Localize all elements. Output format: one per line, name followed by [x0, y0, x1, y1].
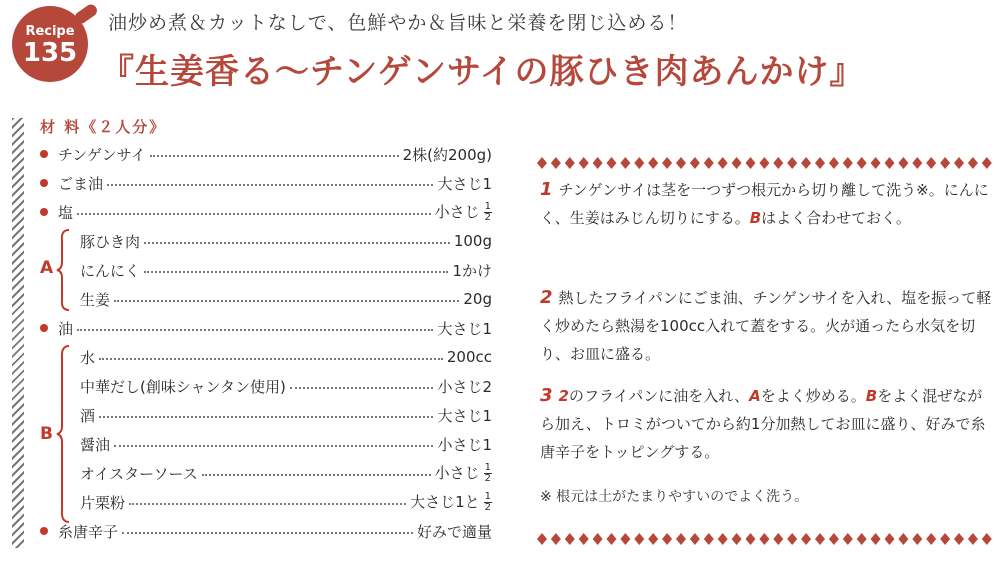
ingredient-amount — [417, 521, 492, 542]
diamond-mark — [732, 157, 742, 169]
diamond-mark — [662, 533, 672, 545]
step-text: 熱したフライパンにごま油、チンゲンサイを入れ、塩を振って軽く炒めたら熱湯を100cc入れて蓋をする。火が通ったら水気を切り、お皿に盛る。 — [540, 289, 992, 363]
step-text: チンゲンサイは茎を一つずつ根元から切り離して洗う※。にんにく、生姜はみじん切りにする。 — [540, 181, 989, 227]
leader-dots — [290, 387, 434, 389]
amount-text: 大さじ1 — [437, 174, 492, 193]
diamond-mark — [746, 157, 756, 169]
amount-text: 小さじ — [434, 464, 480, 482]
diamond-mark — [676, 533, 686, 545]
amount-text: 大さじ1と — [410, 493, 480, 511]
diamond-mark — [634, 533, 644, 545]
diamond-mark — [648, 533, 658, 545]
recipe-badge — [12, 6, 94, 88]
fraction — [484, 492, 492, 513]
diamond-mark — [759, 157, 769, 169]
ingredient-amount — [410, 491, 492, 513]
diamond-mark — [982, 157, 992, 169]
diamond-mark — [926, 157, 936, 169]
amount-text: 100g — [453, 232, 492, 250]
diamond-mark — [871, 533, 881, 545]
bullet-dot — [40, 179, 48, 187]
ingredient-row — [40, 171, 492, 195]
diamond-mark — [912, 533, 922, 545]
diamond-mark — [732, 533, 742, 545]
diamond-mark — [801, 533, 811, 545]
amount-text: 好みで適量 — [416, 522, 492, 541]
ingredient-name: 糸唐辛子 — [58, 522, 119, 541]
leader-dots — [202, 474, 431, 476]
diamond-mark — [662, 157, 672, 169]
ingredient-row — [40, 229, 492, 253]
step-3 — [540, 382, 992, 466]
leader-dots — [99, 358, 443, 360]
ingredient-name: 生姜 — [80, 290, 111, 309]
leader-dots — [150, 155, 399, 157]
diamond-mark — [759, 533, 769, 545]
ingredient-name: 塩 — [58, 203, 74, 222]
diamond-mark — [885, 533, 895, 545]
diamond-mark — [773, 533, 783, 545]
ingredient-amount — [437, 405, 492, 426]
ingredient-amount — [435, 201, 492, 223]
leader-dots — [77, 329, 433, 331]
bullet-dot — [40, 324, 48, 332]
diamond-mark — [551, 533, 561, 545]
ingredient-row — [40, 345, 492, 369]
subtitle: 油炒め煮＆カットなしで、色鮮やか＆旨味と栄養を閉じ込める！ — [108, 12, 688, 34]
ingredient-name: 酒 — [80, 406, 96, 425]
ingredient-name: 水 — [80, 348, 96, 367]
ingredient-row — [40, 403, 492, 427]
diamond-mark — [593, 533, 603, 545]
diamond-mark — [815, 533, 825, 545]
bullet-dot — [40, 527, 48, 535]
diamond-mark — [565, 533, 575, 545]
step-text: のフライパンに油を入れ、 — [568, 387, 750, 405]
step-number: 3 — [540, 385, 553, 406]
diamond-mark — [912, 157, 922, 169]
step-highlight: 2 — [558, 387, 569, 405]
ingredient-amount — [463, 290, 492, 308]
diamond-mark — [620, 533, 630, 545]
diamond-mark — [968, 533, 978, 545]
step-2 — [540, 284, 992, 368]
fraction-numerator: 1 — [484, 491, 491, 502]
step-text: はよく合わせておく。 — [761, 209, 911, 227]
diamond-mark — [634, 157, 644, 169]
recipe-label: Recipe — [25, 24, 75, 39]
ingredient-name: 中華だし(創味シャンタン使用) — [80, 377, 286, 396]
diamond-mark — [746, 533, 756, 545]
fraction-denominator: 2 — [484, 502, 491, 513]
diamond-mark — [954, 533, 964, 545]
ingredient-row — [40, 287, 492, 311]
ingredient-amount — [452, 260, 492, 281]
ingredient-row — [40, 200, 492, 224]
ingredient-name: チンゲンサイ — [58, 145, 146, 164]
diamond-mark — [843, 157, 853, 169]
ingredient-row — [40, 490, 492, 514]
diamond-mark — [787, 157, 797, 169]
step-number: 2 — [540, 287, 553, 308]
brace-group-a — [56, 228, 70, 312]
leader-dots — [144, 242, 450, 244]
ingredient-row — [40, 519, 492, 543]
fraction — [484, 202, 492, 223]
brace-group-b — [56, 344, 70, 524]
step-number: 1 — [540, 179, 553, 200]
step-highlight: B — [749, 209, 762, 227]
diamond-mark — [843, 533, 853, 545]
group-label-b: B — [40, 424, 53, 444]
ingredient-name: ごま油 — [58, 174, 104, 193]
ingredient-row — [40, 258, 492, 282]
diamond-mark — [871, 157, 881, 169]
amount-text: 大さじ1 — [437, 406, 492, 425]
amount-text: 大さじ1 — [437, 319, 492, 338]
recipe-number: 135 — [22, 38, 78, 68]
leader-dots — [129, 503, 406, 505]
fraction-numerator: 1 — [484, 462, 491, 473]
leader-dots — [122, 532, 413, 534]
diamond-mark — [607, 157, 617, 169]
diamond-mark — [968, 157, 978, 169]
diamond-mark — [648, 157, 658, 169]
recipe-circle — [12, 6, 88, 82]
leader-dots — [99, 416, 433, 418]
diamond-mark — [940, 533, 950, 545]
ingredient-amount — [435, 462, 492, 484]
amount-text: 200cc — [446, 348, 492, 366]
ingredient-name: オイスターソース — [80, 464, 198, 483]
amount-text: 20g — [463, 290, 492, 308]
ingredient-row — [40, 142, 492, 166]
ingredient-amount — [437, 376, 492, 397]
diamond-mark — [607, 533, 617, 545]
group-label-a: A — [40, 258, 54, 278]
diamond-mark — [690, 157, 700, 169]
ingredient-row — [40, 374, 492, 398]
diamond-mark — [565, 157, 575, 169]
diamond-mark — [579, 157, 589, 169]
diamond-mark — [926, 533, 936, 545]
fraction-numerator: 1 — [484, 201, 491, 212]
step-highlight: B — [865, 387, 878, 405]
decorative-stripe — [12, 118, 24, 548]
leader-dots — [77, 213, 431, 215]
ingredient-amount — [447, 348, 492, 366]
fraction-denominator: 2 — [484, 473, 491, 484]
diamond-mark — [815, 157, 825, 169]
amount-text: 2株(約200g) — [402, 145, 492, 164]
ingredient-amount — [454, 232, 492, 250]
diamond-mark — [537, 157, 547, 169]
amount-text: 小さじ — [434, 203, 480, 221]
step-1 — [540, 176, 992, 232]
diamond-mark — [885, 157, 895, 169]
leader-dots — [114, 445, 433, 447]
diamond-mark — [829, 157, 839, 169]
diamond-mark — [704, 157, 714, 169]
diamond-mark — [801, 157, 811, 169]
ingredient-row — [40, 461, 492, 485]
ingredient-amount — [437, 318, 492, 339]
diamond-mark — [551, 157, 561, 169]
amount-text: 1かけ — [452, 261, 492, 280]
diamond-mark — [718, 157, 728, 169]
diamond-mark — [704, 533, 714, 545]
ingredient-name: 豚ひき肉 — [80, 232, 141, 251]
step-text: をよく混ぜながら加え、トロミがついてから約1分加熱してお皿に盛り、好みで糸唐辛子をトッピングする。 — [540, 387, 986, 461]
diamond-mark — [718, 533, 728, 545]
fraction — [484, 463, 492, 484]
recipe-title: 『生姜香る～チンゲンサイの豚ひき肉あんかけ』 — [100, 52, 865, 92]
footnote: ※ 根元は土がたまりやすいのでよく洗う。 — [540, 489, 809, 505]
ingredient-amount — [437, 434, 492, 455]
diamond-mark — [857, 533, 867, 545]
diamond-mark — [579, 533, 589, 545]
ingredient-row — [40, 316, 492, 340]
diamond-mark — [773, 157, 783, 169]
ingredient-name: にんにく — [80, 261, 141, 280]
diamond-mark — [829, 533, 839, 545]
fraction-denominator: 2 — [484, 212, 491, 223]
diamond-mark — [898, 157, 908, 169]
diamond-border-top — [536, 156, 996, 170]
ingredient-row — [40, 432, 492, 456]
diamond-mark — [787, 533, 797, 545]
diamond-mark — [620, 157, 630, 169]
ingredient-name: 醤油 — [80, 435, 111, 454]
step-text: をよく炒める。 — [760, 387, 866, 405]
ingredient-amount — [403, 144, 492, 165]
diamond-mark — [857, 157, 867, 169]
ingredient-name: 油 — [58, 319, 74, 338]
amount-text: 小さじ1 — [437, 435, 492, 454]
amount-text: 小さじ2 — [437, 377, 492, 396]
diamond-mark — [690, 533, 700, 545]
diamond-mark — [954, 157, 964, 169]
diamond-mark — [593, 157, 603, 169]
ingredients-heading: 材 料《２人分》 — [40, 118, 167, 136]
bullet-dot — [40, 208, 48, 216]
diamond-mark — [940, 157, 950, 169]
step-highlight: A — [749, 387, 761, 405]
diamond-border-bottom — [536, 532, 996, 546]
diamond-mark — [982, 533, 992, 545]
diamond-mark — [676, 157, 686, 169]
diamond-mark — [898, 533, 908, 545]
leader-dots — [144, 271, 448, 273]
ingredient-amount — [437, 173, 492, 194]
leader-dots — [114, 300, 459, 302]
ingredient-name: 片栗粉 — [80, 493, 126, 512]
leader-dots — [107, 184, 433, 186]
bullet-dot — [40, 150, 48, 158]
diamond-mark — [537, 533, 547, 545]
